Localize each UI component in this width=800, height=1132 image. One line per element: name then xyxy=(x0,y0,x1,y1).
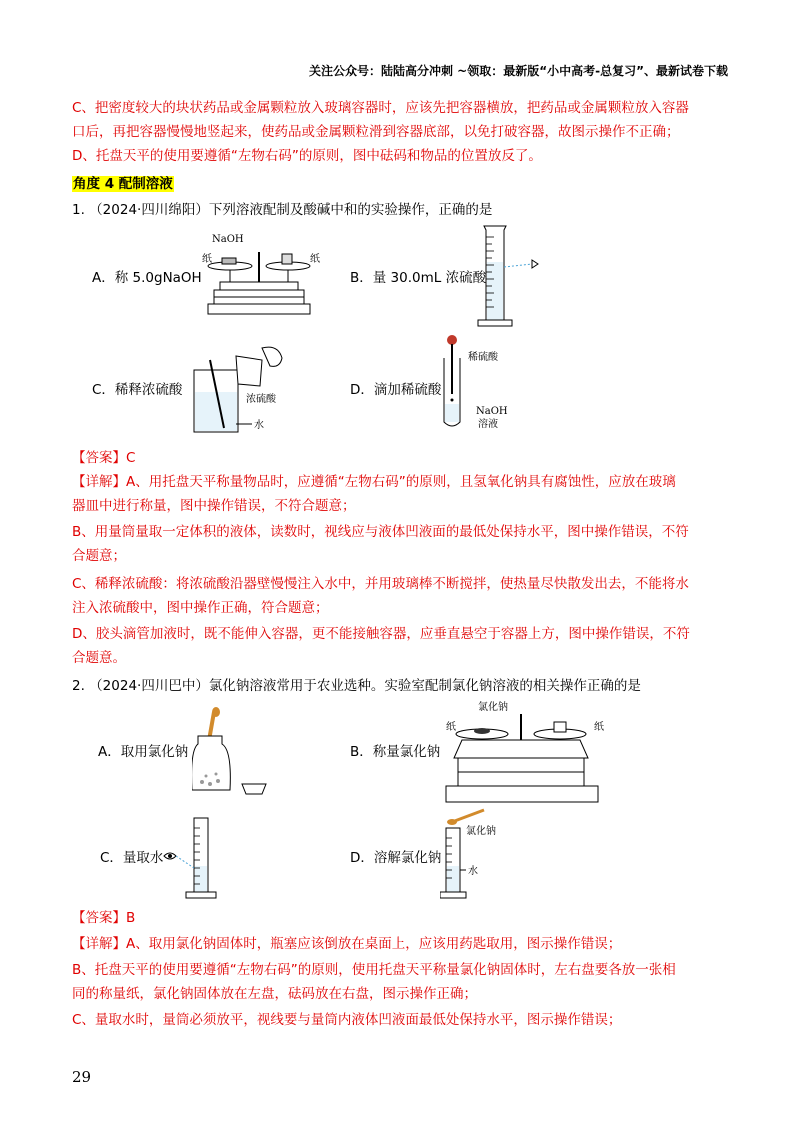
intro-c-line1: C、把密度较大的块状药品或金属颗粒放入玻璃容器时，应该先把容器横放，把药品或金属颗粒放入容器 xyxy=(72,100,689,116)
section-title: 角度 4 配制溶液 xyxy=(73,176,173,192)
q2-label-nacl: 氯化钠 xyxy=(478,702,508,713)
q1-explain-4: 合题意； xyxy=(72,548,126,564)
q1-option-c: C．稀释浓硫酸 xyxy=(92,382,183,398)
q2-label-paper-left: 纸 xyxy=(446,722,456,733)
q1-stem: 1. （2024·四川绵阳）下列溶液配制及酸碱中和的实验操作，正确的是 xyxy=(72,202,493,218)
q1-explain-2: 器皿中进行称量，图中操作错误，不符合题意； xyxy=(72,498,356,514)
q1-label-naoh-sol1: NaOH xyxy=(476,406,508,417)
q1-explain-6: 注入浓硫酸中，图中操作正确，符合题意； xyxy=(72,600,329,616)
q2-answer: 【答案】B xyxy=(72,910,136,926)
q1-figure-d-dropper xyxy=(440,334,530,432)
q1-explain-5: C、稀释浓硫酸：将浓硫酸沿器壁慢慢注入水中，并用玻璃棒不断搅拌，使热量尽快散发出去，不能将水 xyxy=(72,576,689,592)
q2-option-c: C．量取水 xyxy=(100,850,164,866)
q2-option-a: A．取用氯化钠 xyxy=(98,744,189,760)
q1-figure-c-dilution xyxy=(190,340,300,438)
q1-label-naoh: NaOH xyxy=(212,234,244,245)
q1-label-water: 水 xyxy=(254,420,264,431)
q1-label-conc-acid: 浓硫酸 xyxy=(246,394,276,405)
section-title-wrap xyxy=(72,174,732,194)
q1-label-paper-right: 纸 xyxy=(310,254,320,265)
intro-c-line2: 口后，再把容器慢慢地竖起来，使药品或金属颗粒滑到容器底部，以免打破容器，故图示操作不正确； xyxy=(72,124,680,140)
q1-figure-a-balance xyxy=(200,232,320,324)
q2-option-d: D．溶解氯化钠 xyxy=(350,850,442,866)
q2-label-water: 水 xyxy=(468,866,478,877)
q1-explain-8: 合题意。 xyxy=(72,650,126,666)
q2-figure-b-balance xyxy=(438,700,608,814)
q1-option-d: D．滴加稀硫酸 xyxy=(350,382,442,398)
page-number: 29 xyxy=(72,1068,92,1086)
q1-answer: 【答案】C xyxy=(72,450,136,466)
q1-explain-1: 【详解】A、用托盘天平称量物品时，应遵循“左物右码”的原则，且氢氧化钠具有腐蚀性，应放在玻璃 xyxy=(72,474,676,490)
q2-stem: 2. （2024·四川巴中）氯化钠溶液常用于农业选种。实验室配制氯化钠溶液的相关操作正确的是 xyxy=(72,678,641,694)
q1-option-b: B．量 30.0mL 浓硫酸 xyxy=(350,270,487,286)
q1-label-dilute-acid: 稀硫酸 xyxy=(468,352,498,363)
q2-figure-d-cylinder xyxy=(440,806,500,900)
q2-option-b: B．称量氯化钠 xyxy=(350,744,441,760)
q2-label-paper-right: 纸 xyxy=(594,722,604,733)
page-header: 关注公众号：陆陆高分冲刺 ~领取：最新版“小中高考-总复习”、最新试卷下载 xyxy=(309,64,728,78)
q1-label-naoh-sol2: 溶液 xyxy=(478,419,498,430)
q1-figure-b-cylinder xyxy=(476,222,546,330)
q2-explain-2: B、托盘天平的使用要遵循“左物右码”的原则，使用托盘天平称量氯化钠固体时，左右盘要各放一张相 xyxy=(72,962,676,978)
q2-figure-a-bottle xyxy=(192,706,276,798)
q2-figure-c-cylinder xyxy=(160,816,230,902)
q2-explain-3: 同的称量纸，氯化钠固体放在左盘，砝码放在右盘，图示操作正确； xyxy=(72,986,477,1002)
q2-explain-4: C、量取水时，量筒必须放平，视线要与量筒内液体凹液面最低处保持水平，图示操作错误； xyxy=(72,1012,622,1028)
q1-explain-3: B、用量筒量取一定体积的液体，读数时，视线应与液体凹液面的最低处保持水平，图中操作错误，不符 xyxy=(72,524,689,540)
intro-d-line: D、托盘天平的使用要遵循“左物右码”的原则，图中砝码和物品的位置放反了。 xyxy=(72,148,542,164)
q2-label-nacl-d: 氯化钠 xyxy=(466,826,496,837)
q2-explain-1: 【详解】A、取用氯化钠固体时，瓶塞应该倒放在桌面上，应该用药匙取用，图示操作错误； xyxy=(72,936,622,952)
q1-explain-7: D、胶头滴管加液时，既不能伸入容器，更不能接触容器，应垂直悬空于容器上方，图中操作错误，不符 xyxy=(72,626,690,642)
q1-label-paper-left: 纸 xyxy=(202,254,212,265)
q1-option-a: A．称 5.0gNaOH xyxy=(92,270,202,286)
